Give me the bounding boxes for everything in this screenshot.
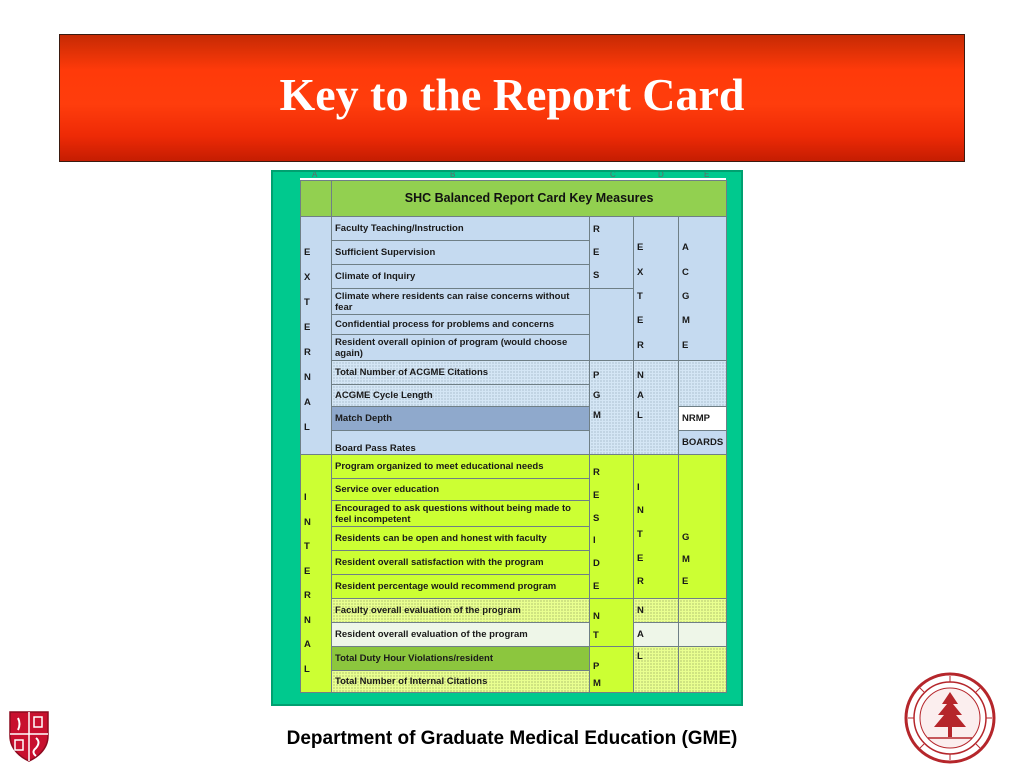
cell-letter: M (682, 554, 690, 565)
label-letter: L (304, 421, 310, 433)
cell-letter: N (593, 610, 600, 622)
label-letter: X (304, 271, 311, 283)
label-letter: N (304, 614, 311, 626)
label-letter: L (304, 663, 310, 675)
measure-cell: Total Number of ACGME Citations (332, 361, 590, 385)
internal-l-cell: L (634, 647, 679, 693)
label-letter: E (304, 321, 311, 333)
cell-letter: M (593, 409, 601, 421)
nt-cell (590, 599, 634, 647)
cell-letter: N (637, 369, 644, 381)
label-letter: E (304, 246, 311, 258)
column-letters (300, 172, 726, 180)
cell-letter: S (593, 270, 600, 282)
measure-cell: Service over education (332, 479, 590, 501)
measure-cell: Resident overall satisfaction with the program (332, 551, 590, 575)
internal-survey-cell (634, 455, 679, 599)
measure-cell: Resident percentage would recommend program (332, 575, 590, 599)
cell-letter: A (682, 242, 689, 254)
measure-cell: Resident overall evaluation of the program (332, 623, 590, 647)
cell-letter: S (593, 512, 600, 524)
cell-letter: R (637, 576, 644, 588)
pgm-cell (590, 361, 634, 455)
label-letter: N (304, 516, 311, 528)
cell-letter: E (682, 339, 689, 351)
label-letter: T (304, 541, 310, 553)
cell-letter: R (593, 467, 600, 479)
cell-letter: X (637, 266, 644, 278)
cell-letter: C (682, 266, 689, 278)
cell-letter: M (682, 315, 690, 327)
measure-cell: Sufficient Supervision (332, 241, 590, 265)
slide-title: Key to the Report Card (279, 69, 745, 120)
cell-letter: P (593, 369, 600, 381)
header-spacer (301, 181, 332, 217)
boards-cell: BOARDS (679, 431, 727, 455)
internal-a-cell: A (634, 623, 679, 647)
label-letter: A (304, 396, 311, 408)
report-card-table (300, 180, 727, 693)
column-letter: A (312, 172, 318, 179)
cell-letter: E (637, 242, 644, 254)
res-cell (590, 217, 634, 289)
column-letter: D (658, 172, 664, 179)
blank-cell (679, 361, 727, 407)
label-letter: E (304, 565, 311, 577)
acgme-cell (679, 217, 727, 361)
cell-letter: L (637, 409, 643, 421)
column-letter: E (704, 172, 710, 179)
cell-letter: P (593, 660, 600, 672)
cell-letter: R (593, 223, 600, 235)
cell-letter: D (593, 557, 600, 569)
measure-cell: Board Pass Rates (332, 431, 590, 455)
external-survey-cell (634, 217, 679, 361)
internal-label (301, 455, 332, 693)
blank-cell (679, 599, 727, 623)
measure-cell: Residents can be open and honest with faculty (332, 527, 590, 551)
pm-cell (590, 647, 634, 693)
cell-letter: R (637, 339, 644, 351)
label-letter: R (304, 346, 311, 358)
measure-cell: Total Number of Internal Citations (332, 671, 590, 693)
measure-cell: Program organized to meet educational needs (332, 455, 590, 479)
measure-cell: Faculty overall evaluation of the program (332, 599, 590, 623)
measure-cell: Total Duty Hour Violations/resident (332, 647, 590, 671)
cell-letter: M (593, 677, 601, 689)
cell-letter: E (593, 580, 600, 592)
external-nal-cell (634, 361, 679, 455)
cell-letter: T (637, 290, 643, 302)
cell-letter: E (637, 552, 644, 564)
footer-text: Department of Graduate Medical Education (GME) (286, 728, 738, 749)
cell-letter: I (593, 535, 596, 547)
cell-letter: G (682, 290, 690, 302)
measure-cell: Faculty Teaching/Instruction (332, 217, 590, 241)
measure-cell: Match Depth (332, 407, 590, 431)
measure-cell: Resident overall opinion of program (would choose again) (332, 335, 590, 361)
cell-letter: E (637, 315, 644, 327)
label-letter: T (304, 296, 310, 308)
nrmp-cell: NRMP (679, 407, 727, 431)
resident-cell (590, 455, 634, 599)
blank-cell (679, 623, 727, 647)
stanford-university-seal-icon (904, 672, 996, 764)
measure-cell: Climate of Inquiry (332, 265, 590, 289)
measure-cell: Climate where residents can raise concerns without fear (332, 289, 590, 315)
measure-cell: Encouraged to ask questions without being made to feel incompetent (332, 501, 590, 527)
cell-letter: A (637, 389, 644, 401)
cell-letter: T (637, 528, 643, 540)
cell-letter: I (637, 481, 640, 493)
measure-cell: Confidential process for problems and concerns (332, 315, 590, 335)
cell-letter: T (593, 629, 599, 641)
table-header: SHC Balanced Report Card Key Measures (332, 181, 727, 217)
blank-cell (590, 289, 634, 361)
label-letter: R (304, 590, 311, 602)
column-letter: C (610, 172, 616, 179)
label-letter: I (304, 492, 307, 504)
cell-letter: E (593, 489, 600, 501)
gme-cell (679, 455, 727, 599)
column-letter: B (450, 172, 456, 179)
cell-letter: G (682, 532, 690, 543)
cell-letter: E (593, 246, 600, 258)
cell-letter: N (637, 505, 644, 517)
cell-letter: E (682, 576, 689, 587)
blank-cell (679, 647, 727, 693)
external-label (301, 217, 332, 455)
label-letter: A (304, 639, 311, 651)
label-letter: N (304, 371, 311, 383)
internal-n-cell: N (634, 599, 679, 623)
measure-cell: ACGME Cycle Length (332, 385, 590, 407)
cell-letter: G (593, 389, 601, 401)
